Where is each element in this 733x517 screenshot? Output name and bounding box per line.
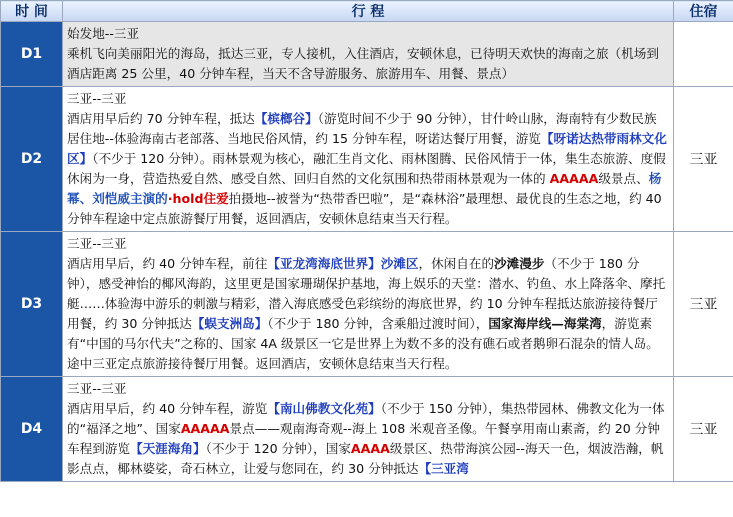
day-title: 三亚--三亚 bbox=[67, 236, 127, 251]
day-description bbox=[67, 256, 665, 371]
day-title: 三亚--三亚 bbox=[67, 381, 127, 396]
attraction-name: 【三亚湾 bbox=[418, 461, 469, 476]
rating-badge: ·hold住爱 bbox=[167, 191, 229, 206]
day-label: D2 bbox=[1, 87, 63, 232]
header-row bbox=[1, 1, 733, 22]
text-segment: 杨幂、刘恺威主演的 bbox=[67, 171, 662, 206]
header-time: 时 间 bbox=[1, 1, 63, 22]
stay-location bbox=[674, 22, 733, 87]
stay-location: 三亚 bbox=[674, 377, 733, 482]
day-itinerary bbox=[63, 22, 674, 87]
day-description bbox=[67, 46, 659, 81]
day-label: D4 bbox=[1, 377, 63, 482]
attraction-name: 【天涯海角】 bbox=[129, 441, 206, 456]
attraction-name: 【亚龙湾海底世界】沙滩区 bbox=[267, 256, 419, 271]
header-stay: 住宿 bbox=[674, 1, 733, 22]
text-segment: （不少于 120 分钟）。雨林景观为核心，融汇生肖文化、雨林图腾、民俗风情于一体，集生态旅游、度假休闲为一身，营造热爱自然、感受自然、回归自然的文化氛围和热带雨林景观为一体的 bbox=[67, 151, 666, 186]
text-segment: 酒店用早后约 70 分钟车程，抵达 bbox=[67, 111, 255, 126]
day-itinerary bbox=[63, 87, 674, 232]
day-description bbox=[67, 111, 667, 226]
day-row bbox=[1, 232, 733, 377]
day-label: D3 bbox=[1, 232, 63, 377]
header-itinerary: 行 程 bbox=[63, 1, 674, 22]
text-segment: 级景区、热带海滨公园--海天一色，烟波浩瀚，帆影点点，椰林婆娑，奇石林立，让爱与您同在，约 30 分钟抵达 bbox=[67, 441, 664, 476]
text-segment: ，游览素有“中国的马尔代夫”之称的、国家 4A 级景区一它是世界上为数不多的没有礁石或者鹅卵石混杂的情人岛。途中三亚定点旅游接待餐厅用餐。返回酒店，安顿休息结束当天行程。 bbox=[67, 316, 659, 371]
day-row bbox=[1, 377, 733, 482]
text-segment: 酒店用早后，约 40 分钟车程，游览 bbox=[67, 401, 268, 416]
text-segment: （不少于 120 分钟），国家 bbox=[205, 441, 351, 456]
stay-location: 三亚 bbox=[674, 232, 733, 377]
text-segment: 国家海岸线—海棠湾 bbox=[488, 316, 602, 331]
attraction-name: 【槟榔谷】 bbox=[254, 111, 318, 126]
rating-badge: AAAAA bbox=[180, 421, 230, 436]
day-itinerary bbox=[63, 377, 674, 482]
day-itinerary bbox=[63, 232, 674, 377]
text-segment: ，休闲自在的 bbox=[418, 256, 495, 271]
day-label: D1 bbox=[1, 22, 63, 87]
stay-location: 三亚 bbox=[674, 87, 733, 232]
attraction-name: 【南山佛教文化苑】 bbox=[267, 401, 381, 416]
text-segment: 拍摄地--被誉为“热带香巴啦”，是“森林浴”最理想、最优良的生态之地，约 40 分钟车程途中定点旅游餐厅用餐，返回酒店，安顿休息结束当天行程。 bbox=[67, 191, 662, 226]
text-segment: 级景点、 bbox=[598, 171, 649, 186]
rating-badge: AAAAA bbox=[549, 171, 599, 186]
day-row bbox=[1, 22, 733, 87]
text-segment: （游览时间不少于 90 分钟），甘什岭山脉，海南特有少数民族居住地--体验海南古老部落、当地民俗风情，约 15 分钟车程，呀诺达餐厅用餐，游览 bbox=[67, 111, 657, 146]
text-segment: （不少于 180 分钟），感受神怡的椰风海韵，这里更是国家珊瑚保护基地，海上娱乐的天堂：潜水、钓鱼、水上降落伞、摩托艇……体验海中游乐的刺激与精彩，潜入海底感受色彩缤纷的海底世界，约 10 分钟车程抵达旅游接待餐厅用餐，约 30 分钟抵达 bbox=[67, 256, 666, 331]
attraction-name: 【蜈支洲岛】 bbox=[191, 316, 268, 331]
day-row bbox=[1, 87, 733, 232]
text-segment: 景点——观南海奇观--海上 108 米观音圣像。午餐享用南山素斋，约 20 分钟车程到游览 bbox=[67, 421, 660, 456]
text-segment: （不少于 180 分钟，含乘船过渡时间）， bbox=[267, 316, 489, 331]
day-description bbox=[67, 401, 665, 476]
attraction-name: 【呀诺达热带雨林文化区】 bbox=[67, 131, 667, 166]
text-segment: 乘机飞向美丽阳光的海岛，抵达三亚，专人接机，入住酒店，安顿休息，已待明天欢快的海南之旅（机场到酒店距离 25 公里，40 分钟车程，当天不含导游服务、旅游用车、用餐、景点） bbox=[67, 46, 659, 81]
text-segment: （不少于 150 分钟），集热带园林、佛教文化为一体的“福泽之地”、国家 bbox=[67, 401, 665, 436]
rating-badge: AAAA bbox=[350, 441, 390, 456]
day-title: 始发地--三亚 bbox=[67, 26, 140, 41]
text-segment: 沙滩漫步 bbox=[494, 256, 545, 271]
day-title: 三亚--三亚 bbox=[67, 91, 127, 106]
text-segment: 酒店用早后，约 40 分钟车程，前往 bbox=[67, 256, 268, 271]
